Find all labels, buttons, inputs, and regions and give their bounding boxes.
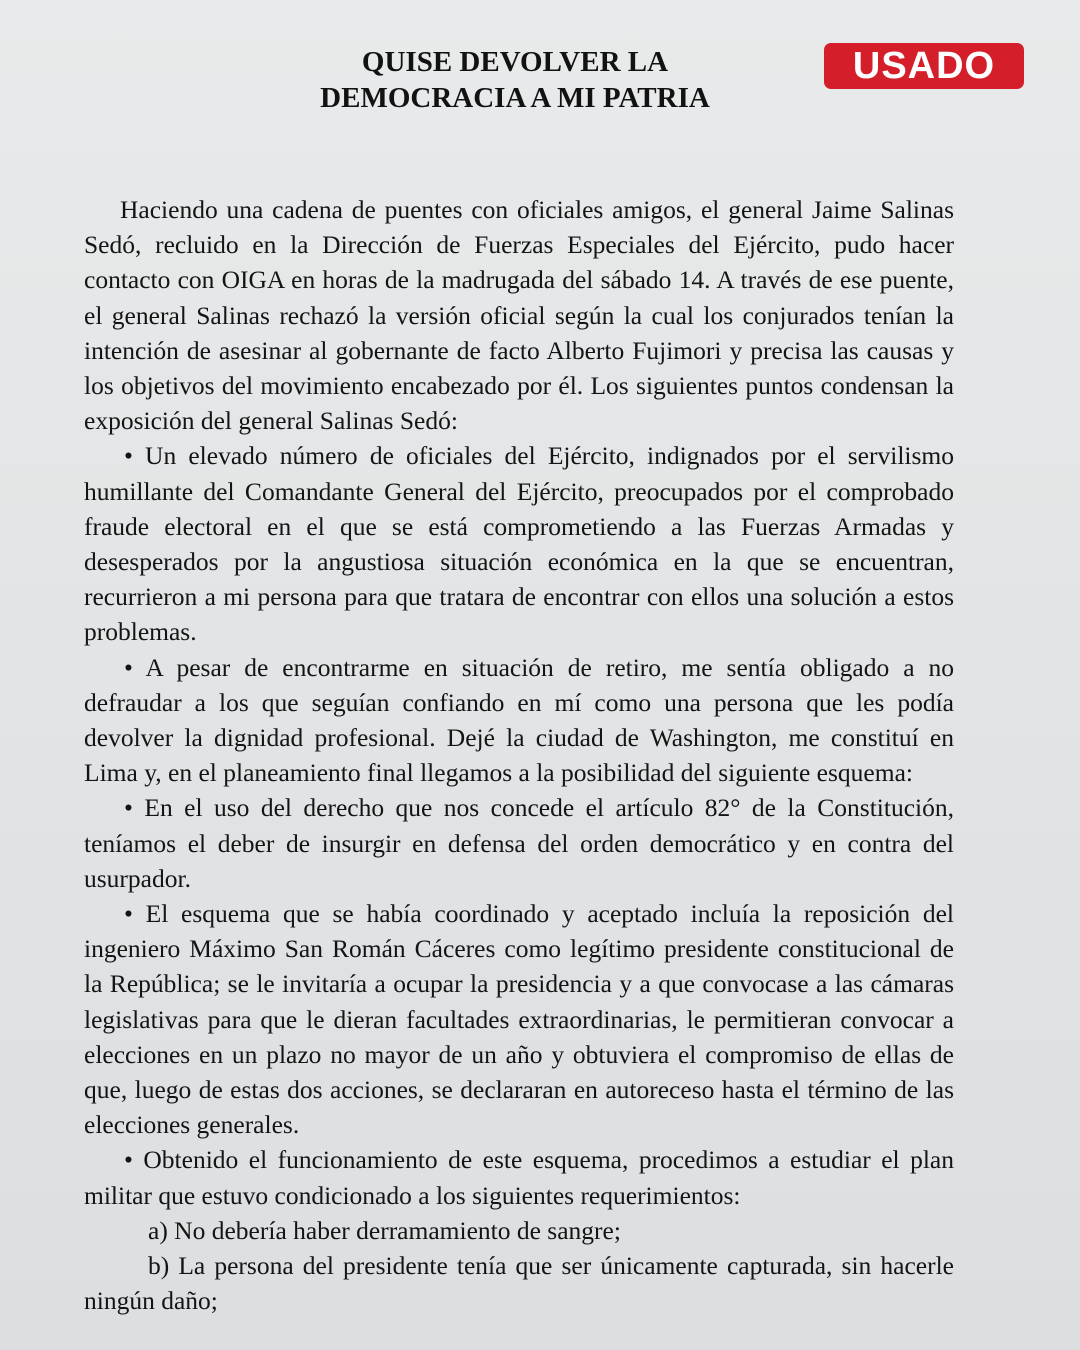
paragraph-bullet-5: • Obtenido el funcionamiento de este esquema, procedimos a estudiar el plan militar que estuvo condicionado a los siguientes requerimientos:	[84, 1145, 954, 1210]
article-body	[84, 192, 954, 1319]
requirement-a: a) No debería haber derramamiento de sangre;	[148, 1215, 621, 1245]
chapter-title-line-2: DEMOCRACIA A MI PATRIA	[320, 82, 710, 114]
paragraph-bullet-2: • A pesar de encontrarme en situación de retiro, me sentía obligado a no defraudar a los que seguían confiando en mí como una persona que les podía devolver la dignidad profesional. Dejé la ciudad de Washington, me constituí en Lima y, en el planeamiento final llegamos a la posibilidad del siguiente esquema:	[84, 652, 954, 788]
paragraph-bullet-1: • Un elevado número de oficiales del Ejército, indignados por el servilismo humillante del Comandante General del Ejército, preocupados por el comprobado fraude electoral en el que se está comprometiendo a las Fuerzas Armadas y desesperados por la angustiosa situación económica en la que se encuentran, recurrieron a mi persona para que tratara de encontrar con ellos una solución a estos problemas.	[84, 441, 954, 647]
requirement-b: b) La persona del presidente tenía que ser únicamente capturada, sin hacerle ningún daño;	[84, 1251, 954, 1316]
paragraph-bullet-3: • En el uso del derecho que nos concede el artículo 82° de la Constitución, teníamos el deber de insurgir en defensa del orden democrático y en contra del usurpador.	[84, 793, 954, 893]
chapter-title-line-1: QUISE DEVOLVER LA	[361, 46, 669, 78]
chapter-title	[230, 44, 800, 116]
paragraph-intro: Haciendo una cadena de puentes con oficiales amigos, el general Jaime Salinas Sedó, recluido en la Dirección de Fuerzas Especiales del Ejército, pudo hacer contacto con OIGA en horas de la madrugada del sábado 14. A través de ese puente, el general Salinas rechazó la versión oficial según la cual los conjurados tenían la intención de asesinar al gobernante de facto Alberto Fujimori y precisa las causas y los objetivos del movimiento encabezado por él. Los siguientes puntos condensan la exposición del general Salinas Sedó:	[84, 195, 954, 436]
paragraph-bullet-4: • El esquema que se había coordinado y aceptado incluía la reposición del ingeniero Máximo San Román Cáceres como legítimo presidente constitucional de la República; se le invitaría a ocupar la presidencia y a que convocase a las cámaras legislativas para que le dieran facultades extraordinarias, le permitieran convocar a elecciones en un plazo no mayor de un año y obtuviera el compromiso de ellas de que, luego de estas dos acciones, se declararan en autoreceso hasta el término de las elecciones generales.	[84, 899, 954, 1140]
used-badge: USADO	[824, 43, 1024, 89]
